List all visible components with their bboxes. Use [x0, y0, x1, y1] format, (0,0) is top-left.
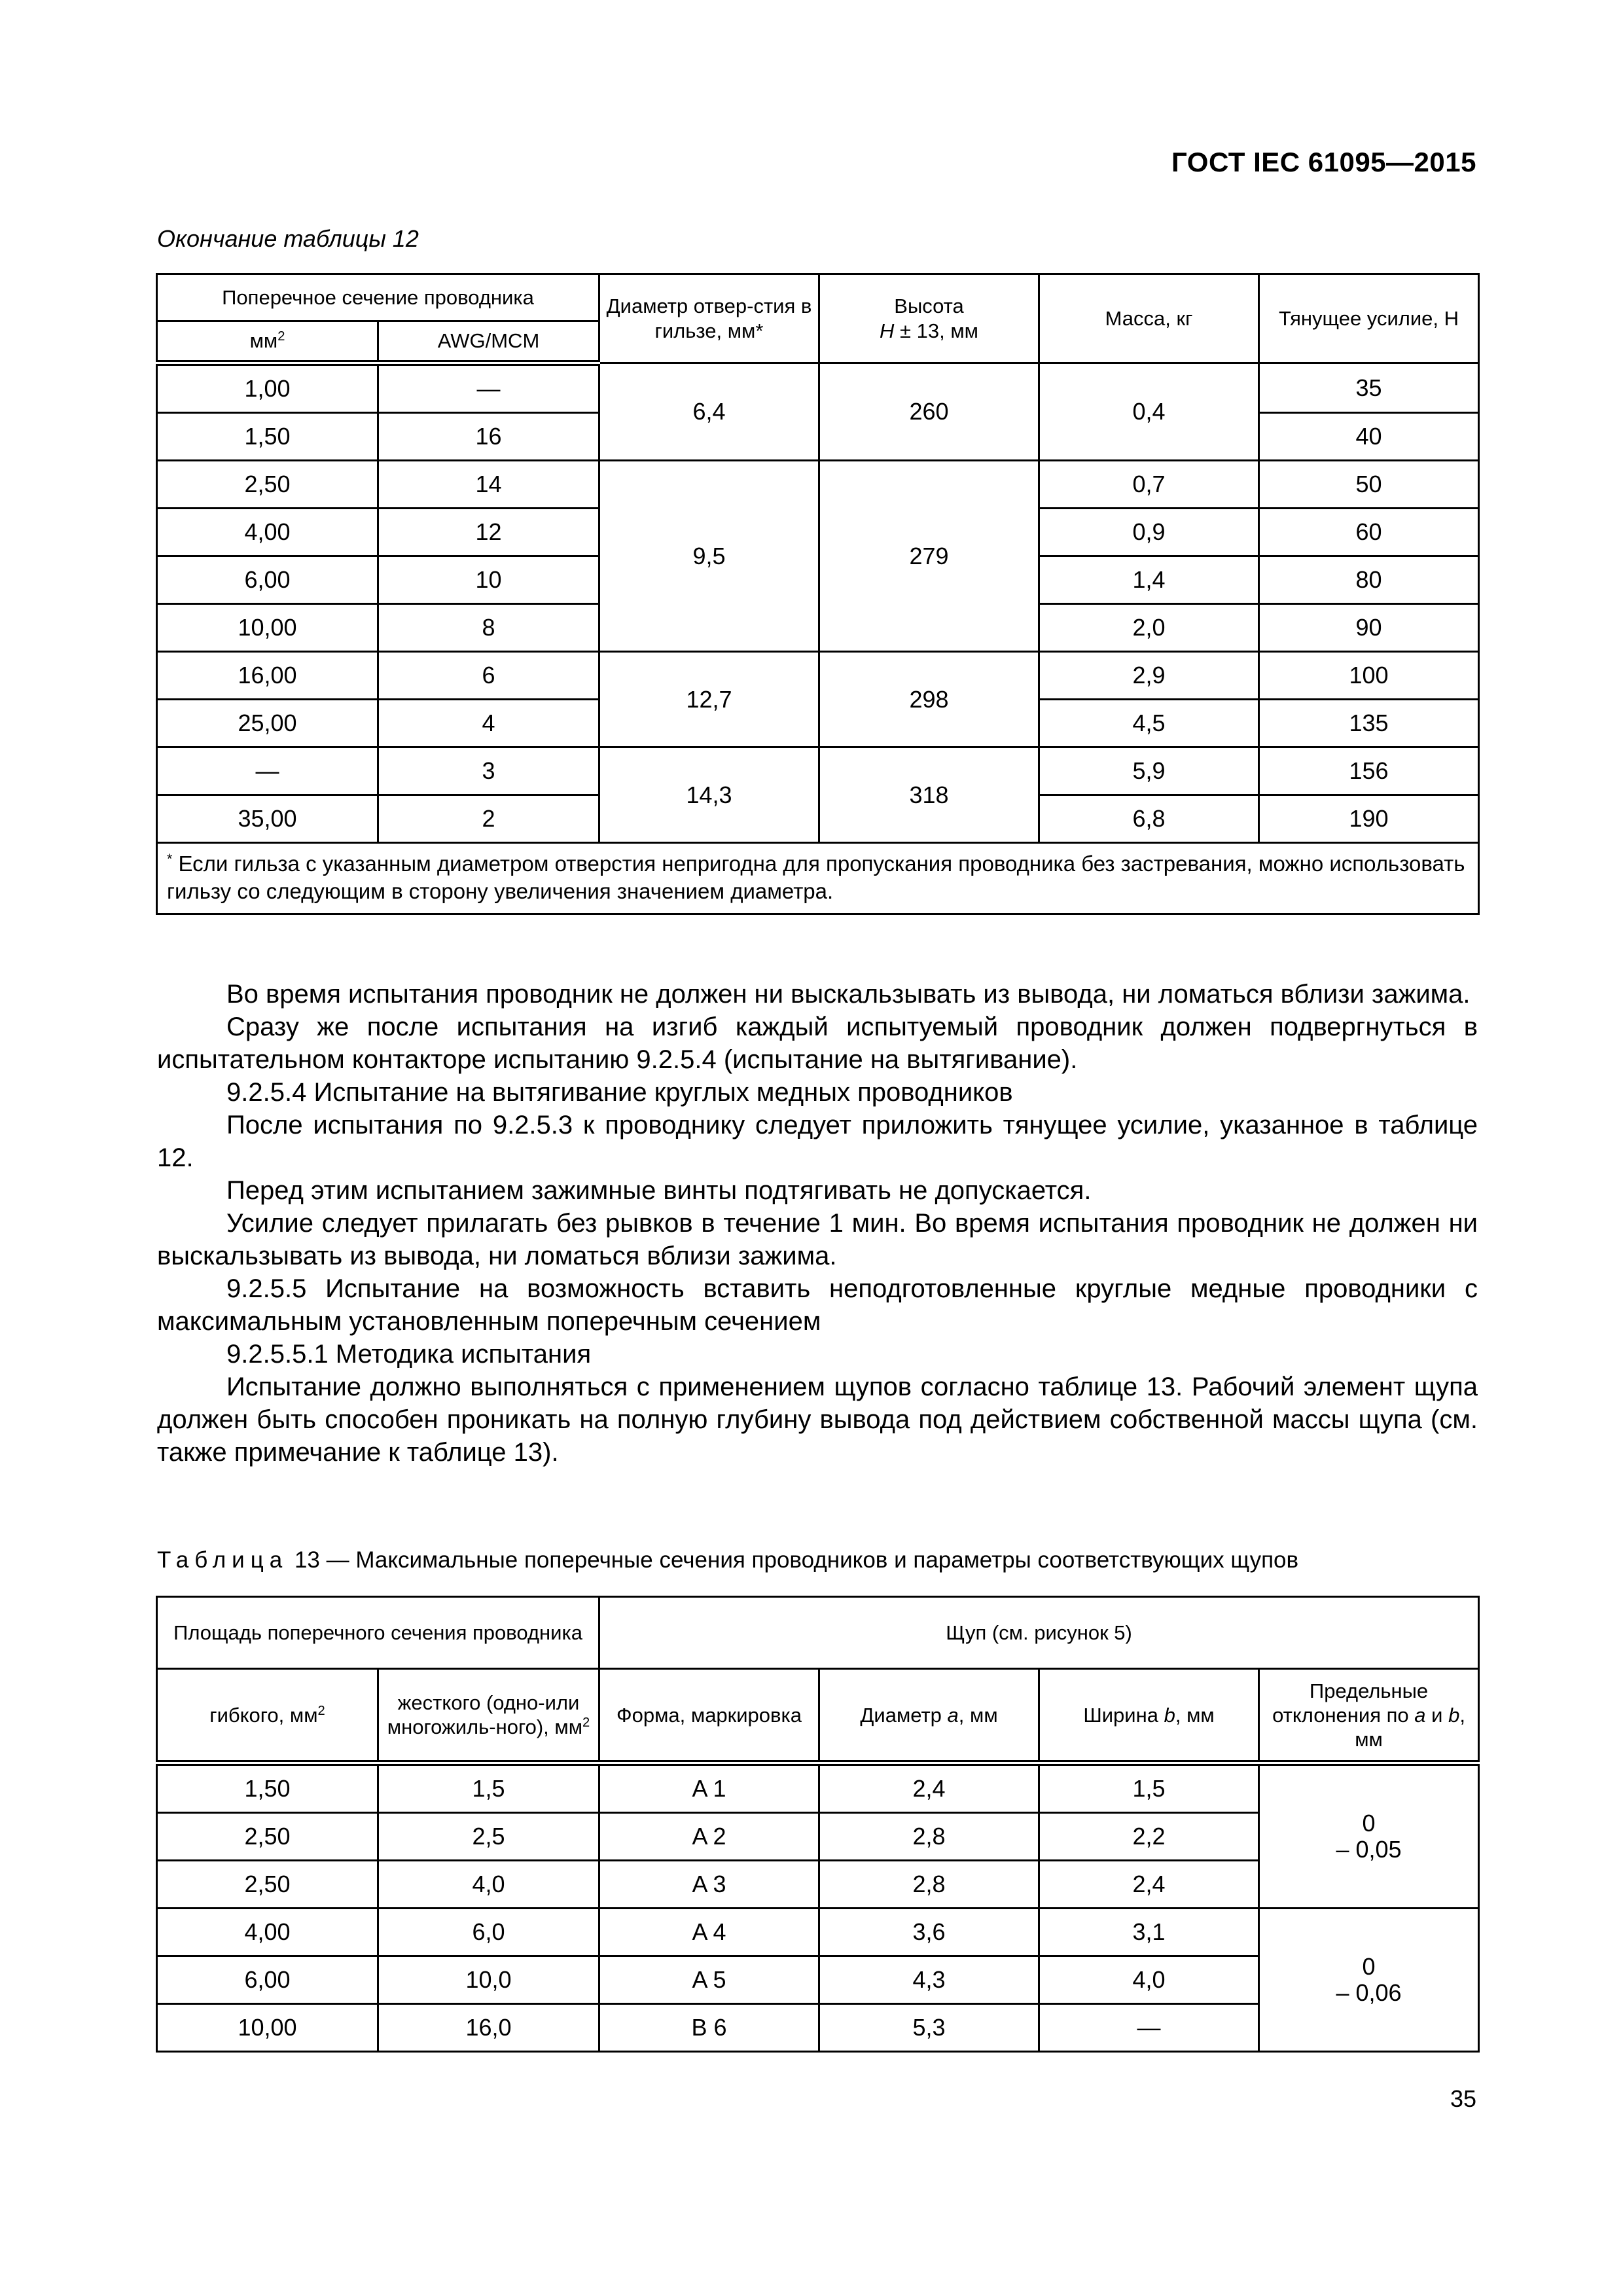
cell-width: —	[1039, 2004, 1259, 2052]
header-awg: AWG/MCM	[378, 321, 599, 363]
cell-force: 80	[1259, 556, 1479, 604]
table-row	[157, 747, 1479, 795]
section-heading: 9.2.5.5 Испытание на возможность вставить неподготовленные круглые медные проводники с максимальным установленным поперечным сечением	[157, 1274, 1478, 1336]
cell-rigid: 16,0	[378, 2004, 599, 2052]
cell-awg: 14	[378, 461, 599, 509]
table-footnote-row	[157, 843, 1479, 914]
paragraph: Усилие следует прилагать без рывков в течение 1 мин. Во время испытания проводник не должен ни выскальзывать из вывода, ни ломаться вблизи зажима.	[157, 1209, 1478, 1270]
cell-force: 100	[1259, 652, 1479, 700]
cell-mass: 0,7	[1039, 461, 1259, 509]
cell-awg: 10	[378, 556, 599, 604]
cell-mass: 2,9	[1039, 652, 1259, 700]
header-shape: Форма, маркировка	[599, 1669, 819, 1763]
table-12-caption: Окончание таблицы 12	[157, 225, 419, 252]
cell-awg: —	[378, 363, 599, 413]
cell-shape: A 2	[599, 1813, 819, 1861]
cell-force: 50	[1259, 461, 1479, 509]
header-diameter-unit: , мм	[958, 1703, 998, 1727]
cell-flexible: 1,50	[157, 1763, 378, 1813]
cell-diameter: 2,8	[819, 1861, 1039, 1909]
cell-mm2: 1,50	[157, 413, 378, 461]
cell-flexible: 10,00	[157, 2004, 378, 2052]
cell-shape: A 3	[599, 1861, 819, 1909]
cell-force: 135	[1259, 700, 1479, 747]
header-probe: Щуп (см. рисунок 5)	[599, 1597, 1479, 1669]
header-height	[819, 274, 1039, 363]
table-row	[157, 461, 1479, 509]
paragraph: Во время испытания проводник не должен ни выскальзывать из вывода, ни ломаться вблизи зажима.	[226, 980, 1471, 1009]
cell-height: 318	[819, 747, 1039, 843]
paragraph: Сразу же после испытания на изгиб каждый испытуемый проводник должен подвергнуться в испытательном контакторе испытанию 9.2.5.4 (испытание на вытягивание).	[157, 1013, 1478, 1074]
header-rigid-label: жесткого (одно-или многожиль-ного), мм	[387, 1691, 583, 1738]
header-tolerance-unit: , мм	[1355, 1703, 1465, 1751]
cell-shape: A 5	[599, 1956, 819, 2004]
cell-width: 4,0	[1039, 1956, 1259, 2004]
cell-awg: 6	[378, 652, 599, 700]
tolerance-upper: 0	[1362, 1953, 1376, 1980]
header-tolerance-b: b	[1448, 1703, 1460, 1727]
header-width-b	[1039, 1669, 1259, 1763]
table-12	[156, 273, 1480, 915]
cell-mm2: 2,50	[157, 461, 378, 509]
footnote-text: Если гильза с указанным диаметром отверстия непригодна для пропускания проводника без застревания, можно использовать гильзу со следующим в сторону увеличения значением диаметра.	[167, 852, 1465, 903]
cell-tolerance	[1259, 1909, 1479, 2052]
cell-mm2: 10,00	[157, 604, 378, 652]
header-height-label: Высота	[894, 294, 964, 317]
cell-mm2: 35,00	[157, 795, 378, 843]
header-area: Площадь поперечного сечения проводника	[157, 1597, 599, 1669]
cell-mass: 4,5	[1039, 700, 1259, 747]
cell-rigid: 10,0	[378, 1956, 599, 2004]
cell-shape: A 4	[599, 1909, 819, 1956]
cell-diameter: 9,5	[599, 461, 819, 652]
cell-flexible: 6,00	[157, 1956, 378, 2004]
cell-flexible: 2,50	[157, 1813, 378, 1861]
cell-mass: 1,4	[1039, 556, 1259, 604]
header-mm2-sup: 2	[277, 329, 285, 344]
header-flexible	[157, 1669, 378, 1763]
tolerance-lower: – 0,06	[1336, 1979, 1402, 2006]
section-heading: 9.2.5.5.1 Методика испытания	[226, 1340, 592, 1369]
cell-height: 279	[819, 461, 1039, 652]
document-header: ГОСТ IEC 61095—2015	[1171, 147, 1476, 177]
table-13-caption	[157, 1547, 1298, 1573]
cell-mm2: 16,00	[157, 652, 378, 700]
header-tolerance-and: и	[1425, 1703, 1449, 1727]
cell-rigid: 1,5	[378, 1763, 599, 1813]
cell-diameter: 3,6	[819, 1909, 1039, 1956]
cell-force: 90	[1259, 604, 1479, 652]
cell-rigid: 2,5	[378, 1813, 599, 1861]
tolerance-upper: 0	[1362, 1810, 1376, 1837]
cell-width: 3,1	[1039, 1909, 1259, 1956]
cell-flexible: 4,00	[157, 1909, 378, 1956]
cell-height: 298	[819, 652, 1039, 747]
cell-awg: 2	[378, 795, 599, 843]
header-tolerance-a: a	[1414, 1703, 1426, 1727]
cell-mm2: 1,00	[157, 363, 378, 413]
cell-diameter: 2,4	[819, 1763, 1039, 1813]
cell-mass: 0,9	[1039, 509, 1259, 556]
table-13-caption-word: Таблица	[157, 1547, 289, 1573]
table-row	[157, 652, 1479, 700]
cell-awg: 4	[378, 700, 599, 747]
cell-mass: 5,9	[1039, 747, 1259, 795]
table-row	[157, 1763, 1479, 1813]
paragraph: Испытание должно выполняться с применением щупов согласно таблице 13. Рабочий элемент щупа должен быть способен проникать на полную глубину вывода под действием собственной массы щупа (см. также примечание к таблице 13).	[157, 1372, 1478, 1467]
paragraph: После испытания по 9.2.5.3 к проводнику следует приложить тянущее усилие, указанное в таблице 12.	[157, 1111, 1478, 1172]
header-diameter: Диаметр отвер-стия в гильзе, мм*	[599, 274, 819, 363]
header-flexible-label: гибкого, мм	[209, 1703, 318, 1727]
cell-rigid: 6,0	[378, 1909, 599, 1956]
cell-force: 40	[1259, 413, 1479, 461]
header-width-unit: , мм	[1175, 1703, 1215, 1727]
cell-mm2: 6,00	[157, 556, 378, 604]
page-number: 35	[1450, 2085, 1476, 2112]
cell-force: 60	[1259, 509, 1479, 556]
cell-width: 2,4	[1039, 1861, 1259, 1909]
header-tolerance-label: Предельные отклонения по	[1272, 1679, 1429, 1727]
cell-mm2: 4,00	[157, 509, 378, 556]
cell-diameter: 12,7	[599, 652, 819, 747]
cell-force: 190	[1259, 795, 1479, 843]
header-flexible-sup: 2	[317, 1703, 325, 1718]
body-text	[157, 978, 1478, 1469]
paragraph: Перед этим испытанием зажимные винты подтягивать не допускается.	[226, 1176, 1092, 1205]
cell-force: 35	[1259, 363, 1479, 413]
cell-width: 1,5	[1039, 1763, 1259, 1813]
header-diameter-a	[819, 1669, 1039, 1763]
header-mm2-unit: мм	[249, 329, 278, 352]
header-mass: Масса, кг	[1039, 274, 1259, 363]
cell-height: 260	[819, 363, 1039, 461]
cell-awg: 12	[378, 509, 599, 556]
cell-width: 2,2	[1039, 1813, 1259, 1861]
cell-awg: 3	[378, 747, 599, 795]
cell-tolerance	[1259, 1763, 1479, 1909]
header-rigid	[378, 1669, 599, 1763]
cell-diameter: 5,3	[819, 2004, 1039, 2052]
section-heading: 9.2.5.4 Испытание на вытягивание круглых медных проводников	[226, 1078, 1013, 1107]
table-row	[157, 1909, 1479, 1956]
header-diameter-label: Диаметр	[860, 1703, 942, 1727]
table-13-caption-text: 13 — Максимальные поперечные сечения проводников и параметры соответствующих щупов	[288, 1547, 1299, 1573]
table-row	[157, 363, 1479, 413]
footnote-mark: *	[167, 851, 173, 867]
cell-shape: B 6	[599, 2004, 819, 2052]
header-width-label: Ширина	[1083, 1703, 1158, 1727]
header-rigid-sup: 2	[582, 1715, 590, 1730]
header-cross-section: Поперечное сечение проводника	[157, 274, 599, 321]
header-mm2	[157, 321, 378, 363]
header-diameter-var: a	[947, 1703, 959, 1727]
cell-mm2: 25,00	[157, 700, 378, 747]
table-12-footnote	[157, 843, 1479, 914]
cell-shape: A 1	[599, 1763, 819, 1813]
cell-diameter: 4,3	[819, 1956, 1039, 2004]
table-13	[156, 1596, 1480, 2053]
header-height-symbol: H	[880, 319, 895, 342]
header-force: Тянущее усилие, Н	[1259, 274, 1479, 363]
header-height-tolerance: ± 13, мм	[900, 319, 978, 342]
header-width-var: b	[1164, 1703, 1175, 1727]
cell-diameter: 2,8	[819, 1813, 1039, 1861]
cell-rigid: 4,0	[378, 1861, 599, 1909]
cell-diameter: 14,3	[599, 747, 819, 843]
cell-mass: 2,0	[1039, 604, 1259, 652]
cell-awg: 16	[378, 413, 599, 461]
cell-awg: 8	[378, 604, 599, 652]
cell-diameter: 6,4	[599, 363, 819, 461]
cell-mm2: —	[157, 747, 378, 795]
cell-force: 156	[1259, 747, 1479, 795]
cell-mass: 0,4	[1039, 363, 1259, 461]
header-tolerance	[1259, 1669, 1479, 1763]
cell-mass: 6,8	[1039, 795, 1259, 843]
cell-flexible: 2,50	[157, 1861, 378, 1909]
tolerance-lower: – 0,05	[1336, 1836, 1402, 1863]
